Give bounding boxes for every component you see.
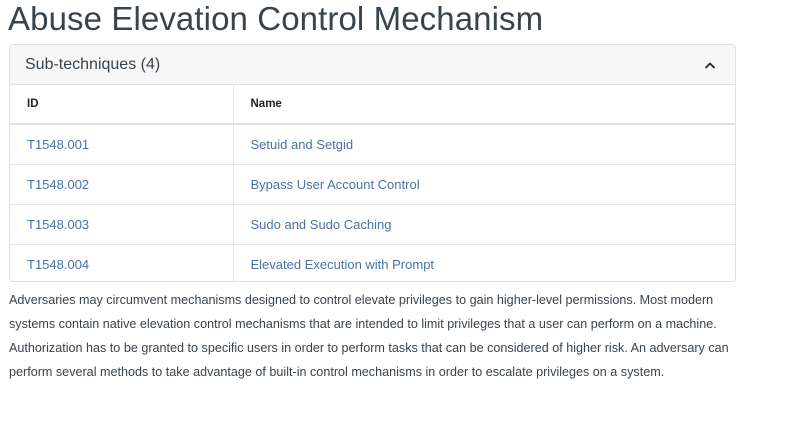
subtechnique-id-link[interactable]: T1548.004 (27, 256, 90, 272)
subtechnique-name-link[interactable]: Bypass User Account Control (250, 176, 420, 192)
subtechniques-panel (9, 44, 736, 282)
subtechnique-id-link[interactable]: T1548.001 (27, 136, 90, 152)
technique-description: Adversaries may circumvent mechanisms designed to control elevate privileges to gain higher-level permissions. Most modern systems contain native elevation control mechanisms that are intended to limit privileges that a user can perform on a machine. Authorization has to be granted to specific users in order to perform tasks that can be considered of higher risk. An adversary can perform several methods to take advantage of built-in control mechanisms in order to escalate privileges on a system. (9, 293, 729, 379)
id-cell (10, 244, 233, 282)
table-row (10, 164, 735, 204)
column-header-id: ID (10, 85, 233, 124)
subtechnique-name-link[interactable]: Elevated Execution with Prompt (250, 256, 435, 272)
subtechniques-toggle[interactable] (10, 45, 735, 85)
id-cell (10, 204, 233, 244)
table-header-row (10, 85, 735, 124)
subtechnique-id-link[interactable]: T1548.002 (27, 176, 90, 192)
id-cell (10, 124, 233, 164)
subtechnique-name-link[interactable]: Sudo and Sudo Caching (250, 216, 392, 232)
name-cell (233, 124, 735, 164)
table-row (10, 204, 735, 244)
name-cell (233, 244, 735, 282)
name-cell (233, 204, 735, 244)
name-cell (233, 164, 735, 204)
subtechnique-name-link[interactable]: Setuid and Setgid (250, 136, 354, 152)
page-title: Abuse Elevation Control Mechanism (8, 0, 544, 37)
subtechniques-table (10, 85, 735, 282)
subtechnique-id-link[interactable]: T1548.003 (27, 216, 90, 232)
column-header-name: Name (233, 85, 735, 124)
id-cell (10, 164, 233, 204)
chevron-up-icon[interactable] (703, 58, 717, 72)
subtechniques-header-label: Sub-techniques (4) (25, 55, 161, 73)
table-row (10, 244, 735, 282)
table-row (10, 124, 735, 164)
